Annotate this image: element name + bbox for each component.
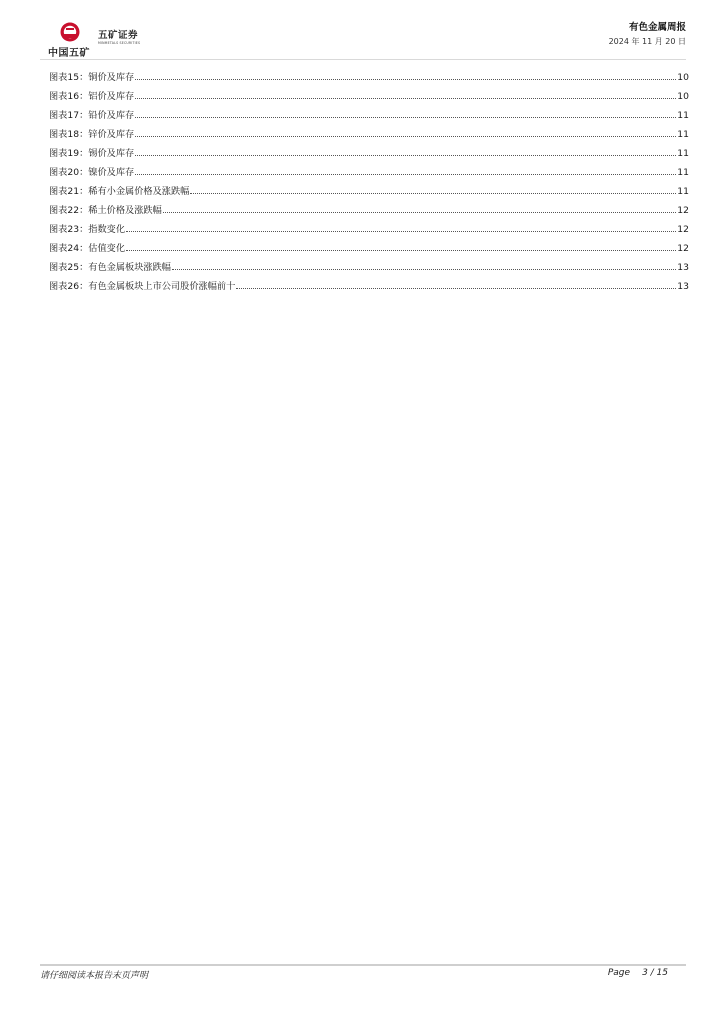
toc-dot-leader [172, 269, 676, 270]
report-date: 2024 年 11 月 20 日 [608, 37, 686, 46]
china-minmetals-logo-text: 中国五矿 [48, 48, 90, 59]
toc-entry-colon: ： [79, 243, 89, 254]
minmetals-securities-logo-cn: 五矿证券 [98, 30, 139, 41]
toc-entry-number: 17 [67, 110, 80, 121]
toc-entry-number: 23 [67, 224, 80, 235]
report-title: 有色金属周报 [628, 22, 686, 33]
toc-entry[interactable] [49, 102, 689, 121]
toc-entry-label: 图表 [49, 129, 68, 140]
toc-entry-colon: ： [79, 205, 89, 216]
toc-entry-page: 11 [677, 110, 689, 121]
page-header [0, 0, 724, 62]
toc-entry-title: 稀有小金属价格及涨跌幅 [88, 186, 190, 197]
disclaimer-note: 请仔细阅读本报告末页声明 [40, 971, 149, 981]
toc-entry-number: 26 [67, 281, 80, 292]
page-indicator: 3 / 15 [642, 968, 668, 978]
toc-entry-title: 有色金属板块涨跌幅 [88, 262, 171, 273]
toc-entry-page: 11 [677, 129, 689, 140]
toc-entry[interactable] [49, 178, 689, 197]
toc-entry-title: 有色金属板块上市公司股价涨幅前十 [88, 281, 236, 292]
toc-entry-colon: ： [79, 224, 89, 235]
china-minmetals-emblem-icon [60, 22, 80, 42]
toc-entry[interactable] [49, 254, 689, 273]
toc-entry[interactable] [49, 121, 689, 140]
toc-entry-page: 13 [677, 281, 689, 292]
toc-entry-label: 图表 [49, 91, 68, 102]
toc-entry-label: 图表 [49, 186, 68, 197]
toc-entry-number: 16 [67, 91, 80, 102]
toc-entry[interactable] [49, 64, 689, 83]
toc-entry-colon: ： [79, 167, 89, 178]
toc-entry-title: 镍价及库存 [88, 167, 135, 178]
toc-entry-colon: ： [79, 281, 89, 292]
toc-dot-leader [236, 288, 676, 289]
china-minmetals-logo [48, 22, 92, 59]
table-of-figures [49, 64, 689, 292]
minmetals-securities-logo-en: MINMETALS SECURITIES [98, 41, 141, 45]
toc-entry-label: 图表 [49, 167, 68, 178]
toc-dot-leader [135, 98, 676, 99]
toc-entry-colon: ： [79, 262, 89, 273]
toc-entry-number: 18 [67, 129, 80, 140]
toc-entry-number: 15 [67, 72, 80, 83]
toc-entry-colon: ： [79, 129, 89, 140]
toc-entry[interactable] [49, 216, 689, 235]
toc-entry-label: 图表 [49, 205, 68, 216]
toc-entry[interactable] [49, 83, 689, 102]
toc-dot-leader [135, 79, 676, 80]
toc-entry-title: 估值变化 [88, 243, 126, 254]
toc-entry-title: 锌价及库存 [88, 129, 135, 140]
toc-entry-colon: ： [79, 148, 89, 159]
toc-entry-number: 25 [67, 262, 80, 273]
toc-entry-number: 19 [67, 148, 80, 159]
toc-entry-number: 22 [67, 205, 80, 216]
toc-dot-leader [135, 117, 676, 118]
toc-entry-number: 20 [67, 167, 80, 178]
toc-entry-label: 图表 [49, 262, 68, 273]
toc-entry-page: 13 [677, 262, 689, 273]
toc-dot-leader [135, 174, 676, 175]
toc-dot-leader [135, 155, 676, 156]
toc-entry[interactable] [49, 273, 689, 292]
toc-entry-page: 10 [677, 72, 689, 83]
toc-entry-page: 12 [677, 205, 689, 216]
toc-entry[interactable] [49, 235, 689, 254]
toc-entry-label: 图表 [49, 281, 68, 292]
toc-entry-title: 铅价及库存 [88, 110, 135, 121]
toc-dot-leader [163, 212, 677, 213]
header-divider [40, 59, 686, 60]
toc-entry-label: 图表 [49, 72, 68, 83]
toc-entry[interactable] [49, 140, 689, 159]
toc-dot-leader [126, 231, 676, 232]
toc-entry-title: 铜价及库存 [88, 72, 135, 83]
toc-entry-label: 图表 [49, 110, 68, 121]
page-number [608, 968, 668, 978]
toc-dot-leader [135, 136, 676, 137]
toc-entry-title: 铝价及库存 [88, 91, 135, 102]
toc-dot-leader [126, 250, 676, 251]
toc-entry-page: 11 [677, 167, 689, 178]
toc-entry-colon: ： [79, 110, 89, 121]
toc-entry-page: 10 [677, 91, 689, 102]
toc-entry-title: 指数变化 [88, 224, 126, 235]
toc-dot-leader [190, 193, 676, 194]
toc-entry-page: 11 [677, 148, 689, 159]
minmetals-securities-logo [98, 30, 140, 46]
page-word: Page [607, 968, 631, 978]
toc-entry-title: 锡价及库存 [88, 148, 135, 159]
toc-entry-colon: ： [79, 186, 89, 197]
toc-entry-number: 21 [67, 186, 80, 197]
footer-divider [40, 964, 686, 966]
toc-entry-label: 图表 [49, 148, 68, 159]
toc-entry-colon: ： [79, 91, 89, 102]
toc-entry-label: 图表 [49, 224, 68, 235]
toc-entry-colon: ： [79, 72, 89, 83]
toc-entry[interactable] [49, 197, 689, 216]
toc-entry-label: 图表 [49, 243, 68, 254]
toc-entry-page: 11 [677, 186, 689, 197]
toc-entry[interactable] [49, 159, 689, 178]
toc-entry-number: 24 [67, 243, 80, 254]
toc-entry-page: 12 [677, 224, 689, 235]
toc-entry-page: 12 [677, 243, 689, 254]
toc-entry-title: 稀土价格及涨跌幅 [88, 205, 162, 216]
